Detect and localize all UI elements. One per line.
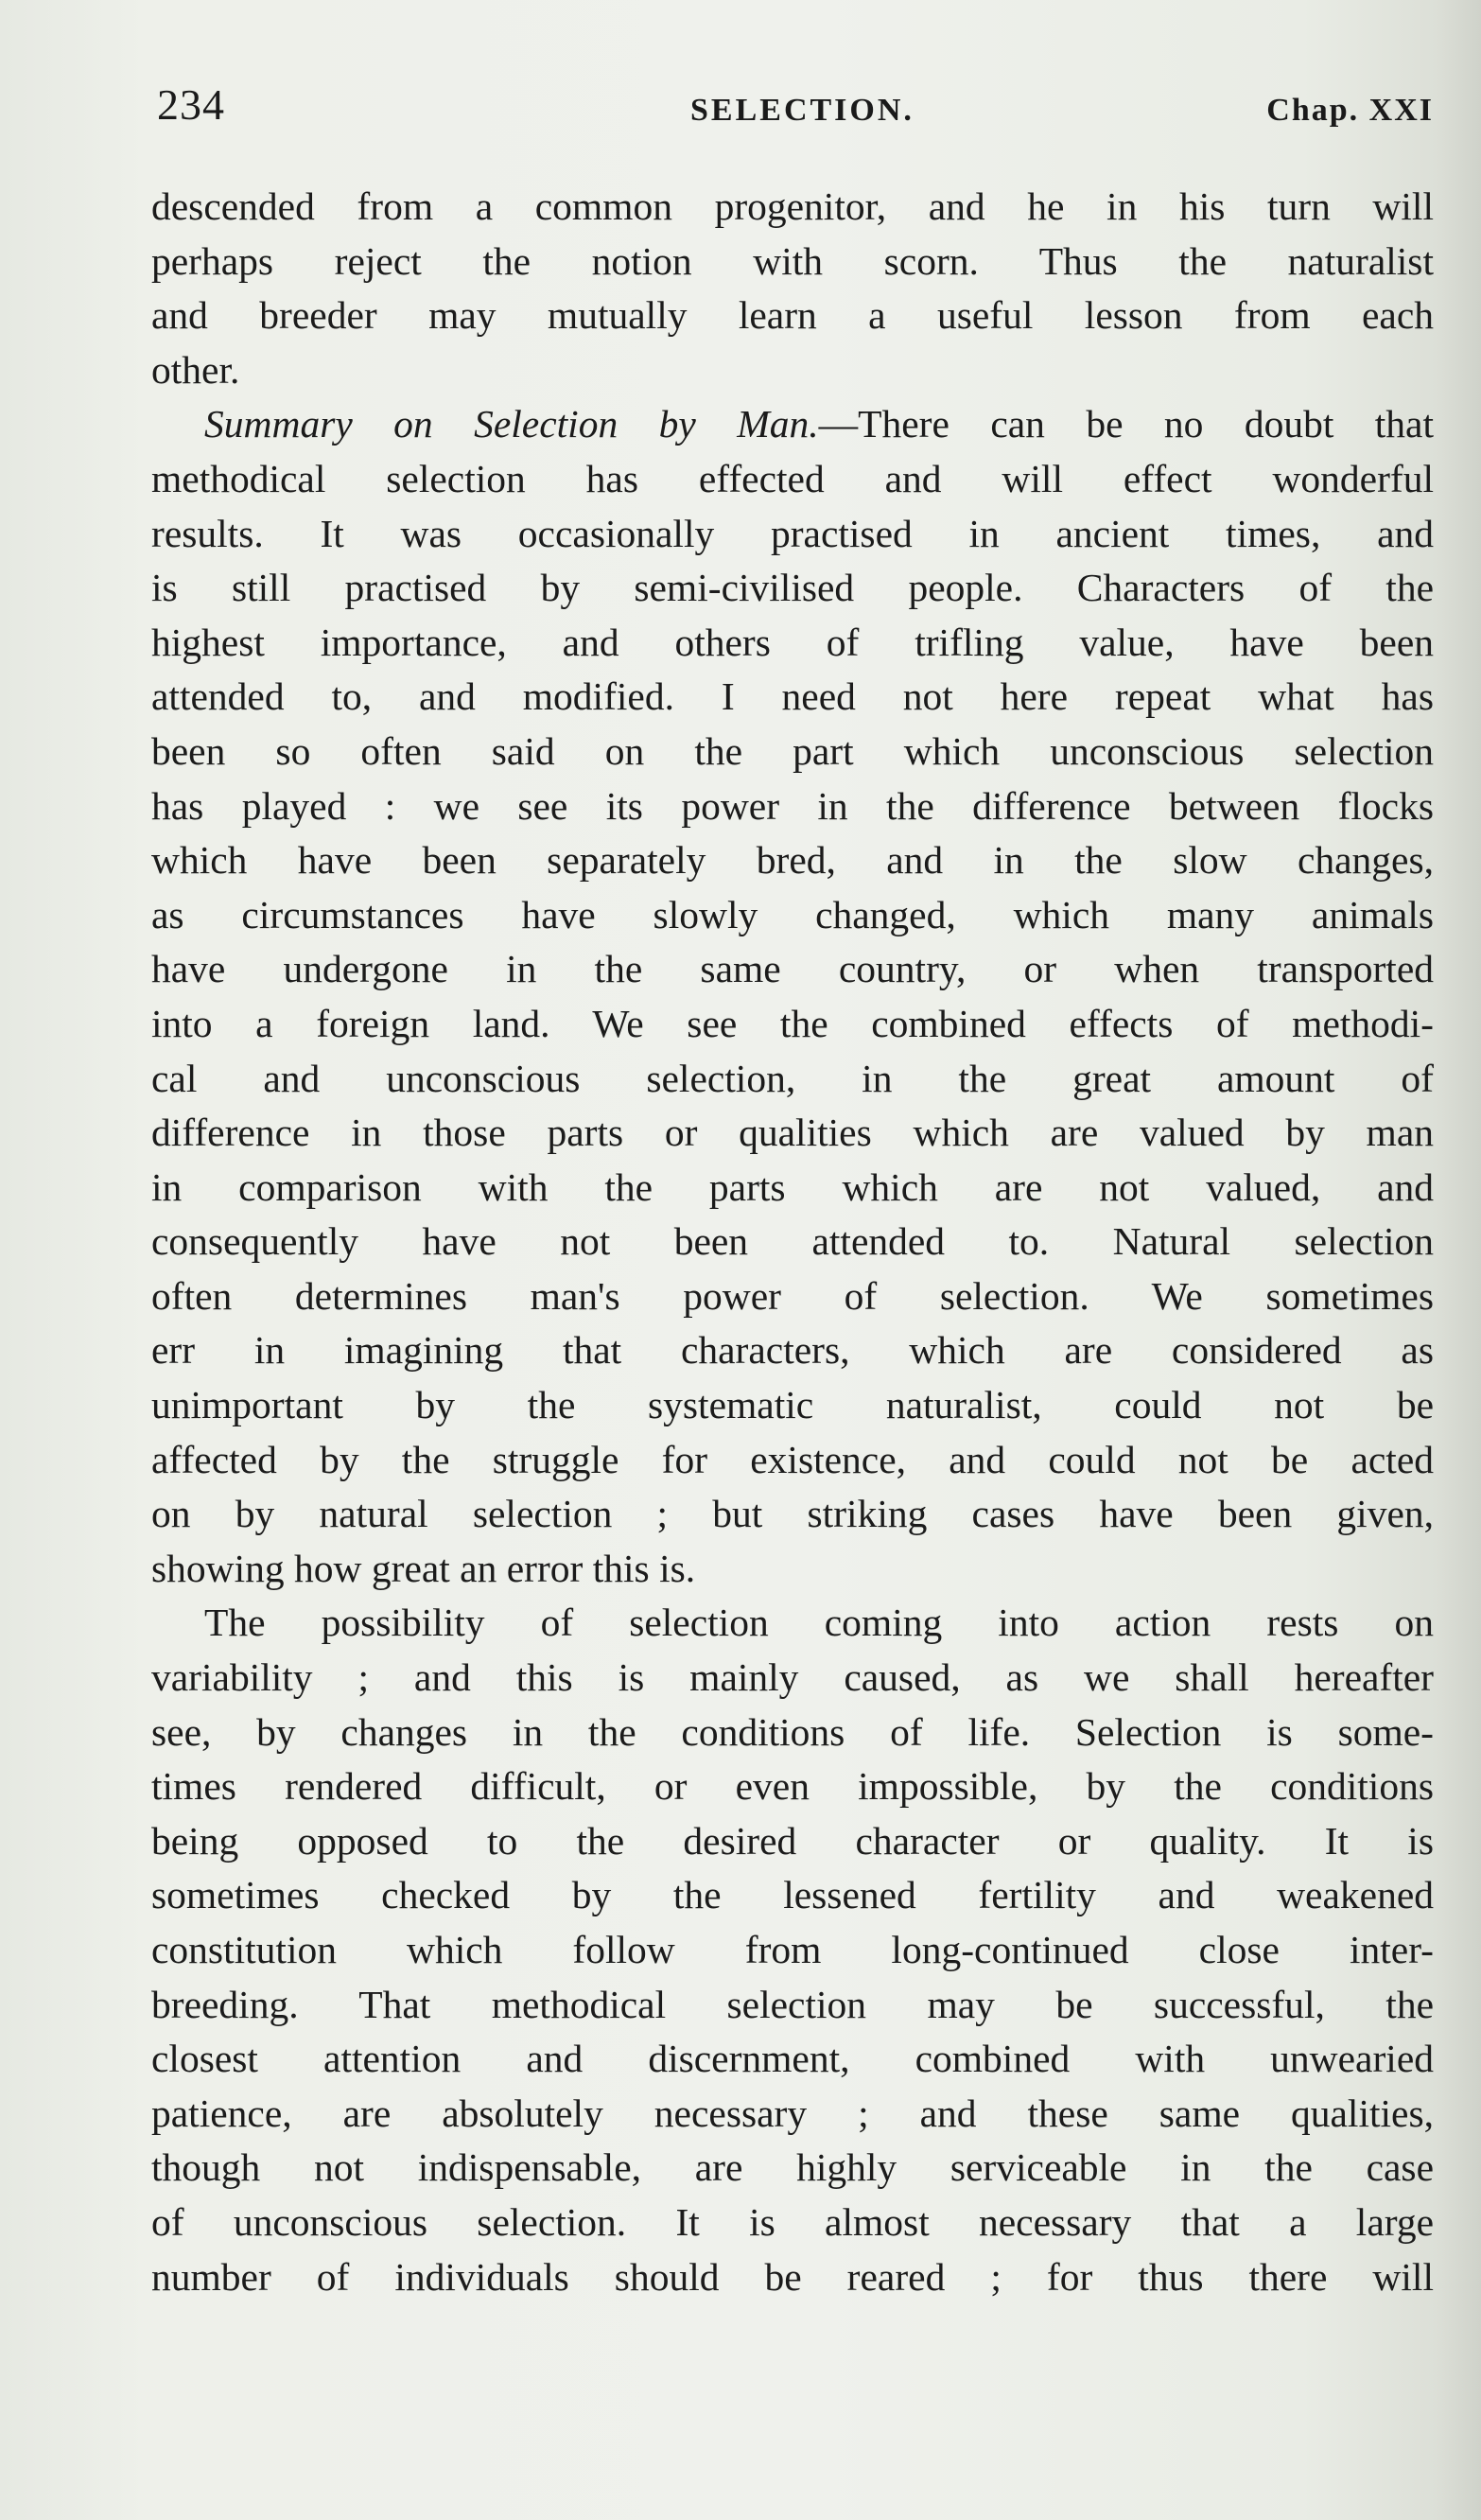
text-line: in comparison with the parts which are not valued, and [151,1164,1434,1209]
text-line: been so often said on the part which unconscious selection [151,728,1434,773]
text-line: attended to, and modified. I need not here repeat what has [151,674,1434,719]
text-line: constitution which follow from long-continued close inter- [151,1928,1434,1971]
text-line: —There can be no doubt that [818,402,1434,446]
running-header [157,79,1434,146]
text-line: though not indispensable, are highly serviceable in the case [151,2145,1434,2190]
text-line: affected by the struggle for existence, and could not be acted [151,1437,1434,1481]
text-line: patience, are absolutely necessary ; and these same qualities, [151,2091,1434,2135]
text-line: descended from a common progenitor, and he in his turn will [151,184,1434,228]
text-line: of unconscious selection. It is almost necessary that a large [151,2199,1434,2244]
paragraph-summary [151,397,1434,1596]
text-line: and breeder may mutually learn a useful lesson from each [151,293,1434,338]
text-line: has played : we see its power in the difference between flocks [151,783,1434,828]
paragraph-1 [151,180,1434,397]
paragraph-3 [151,1596,1434,2304]
text-line: highest importance, and others of trifling value, have been [151,620,1434,664]
text-line: unimportant by the systematic naturalist, could not be [151,1383,1434,1427]
running-title: SELECTION. [690,93,915,128]
text-line: sometimes checked by the lessened fertility and weakened [151,1873,1434,1917]
text-line: closest attention and discernment, combined with unwearied [151,2037,1434,2081]
text-line: as circumstances have slowly changed, which many animals [151,892,1434,936]
text-line: have undergone in the same country, or when transported [151,947,1434,991]
text-line: which have been separately bred, and in the slow changes, [151,838,1434,883]
text-line: breeding. That methodical selection may be successful, the [151,1982,1434,2026]
text-line: perhaps reject the notion with scorn. Thus the naturalist [151,238,1434,283]
text-line: often determines man's power of selection. We sometimes [151,1273,1434,1318]
text-line: difference in those parts or qualities which are valued by man [151,1111,1434,1155]
text-line: see, by changes in the conditions of life. Selection is some- [151,1709,1434,1754]
section-heading: Summary on Selection by Man. [204,402,819,446]
text-line: being opposed to the desired character or quality. It is [151,1818,1434,1863]
text-line: showing how great an error this is. [151,1546,696,1590]
page-number: 234 [157,80,225,129]
text-line-with-heading [151,397,1434,452]
text-line: variability ; and this is mainly caused, as we shall hereafter [151,1655,1434,1700]
chapter-label: Chap. XXI [1266,93,1434,128]
text-line: into a foreign land. We see the combined effects of methodi- [151,1001,1434,1045]
text-line: number of individuals should be reared ; for thus there will [151,2254,1434,2299]
text-line: The possibility of selection coming into action rests on [204,1601,1434,1645]
text-line: is still practised by semi-civilised people. Characters of the [151,566,1434,610]
text-line: err in imagining that characters, which are considered as [151,1328,1434,1373]
text-line: cal and unconscious selection, in the great amount of [151,1056,1434,1100]
text-line: methodical selection has effected and will effect wonderful [151,456,1434,500]
text-line: times rendered difficult, or even impossible, by the conditions [151,1764,1434,1809]
text-line: results. It was occasionally practised in ancient times, and [151,511,1434,555]
page-body [151,180,1434,2304]
text-line: other. [151,347,240,392]
text-line: on by natural selection ; but striking cases have been given, [151,1492,1434,1536]
text-line: consequently have not been attended to. Natural selection [151,1219,1434,1264]
